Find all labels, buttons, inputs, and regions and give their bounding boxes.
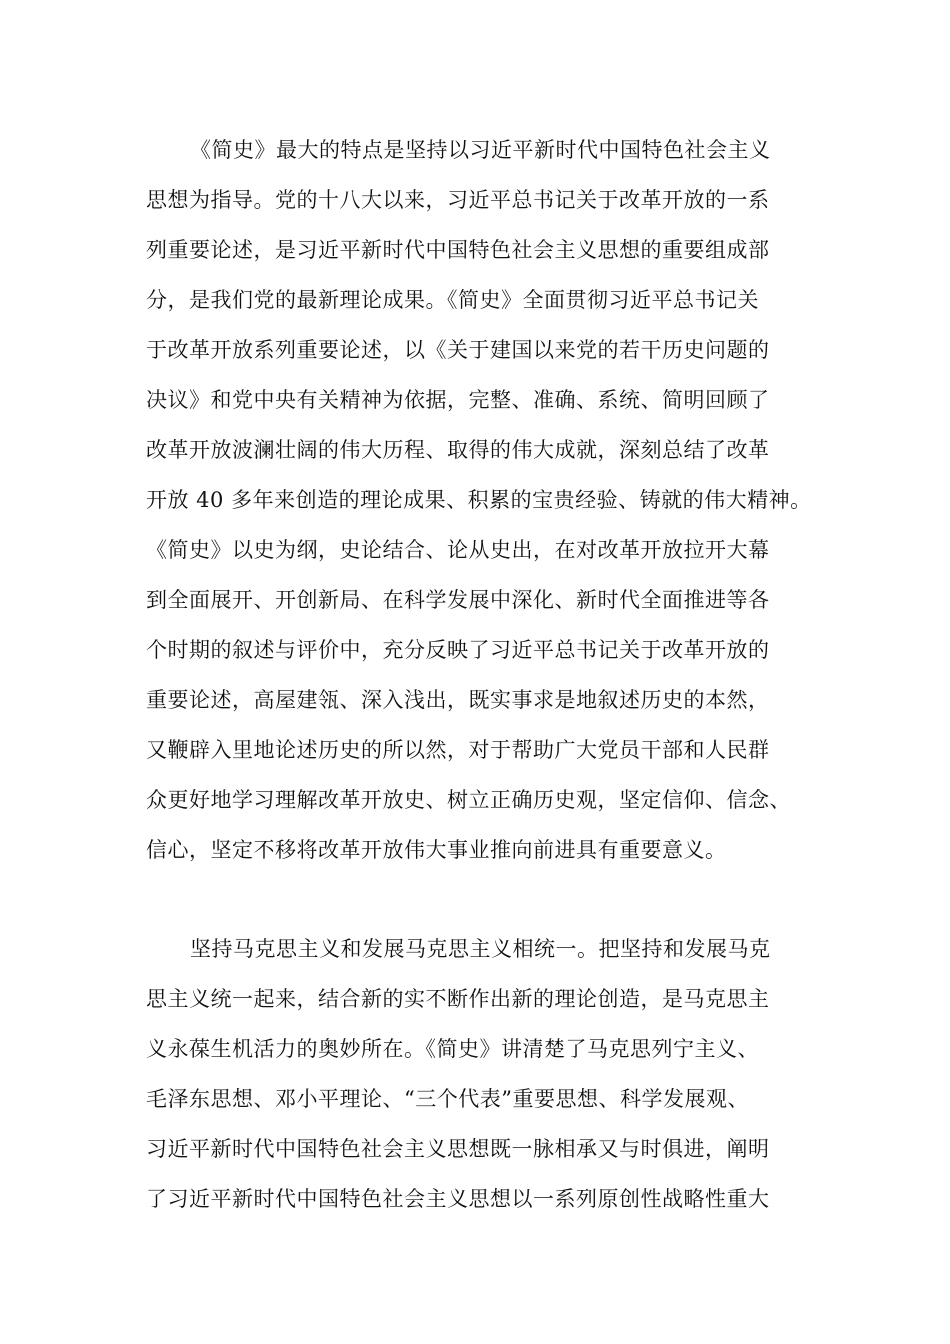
- text-line: 个时期的叙述与评价中，充分反映了习近平总书记关于改革开放的: [146, 638, 770, 662]
- text-line: 《简史》最大的特点是坚持以习近平新时代中国特色社会主义: [190, 138, 771, 162]
- text-line: 改革开放波澜壮阔的伟大历程、取得的伟大成就，深刻总结了改革: [146, 438, 770, 462]
- text-line: 义永葆生机活力的奥妙所在。《简史》讲清楚了马克思列宁主义、: [146, 1037, 759, 1061]
- text-line: 重要论述，高屋建瓴、深入浅出，既实事求是地叙述历史的本然，: [146, 688, 770, 712]
- text-line: 习近平新时代中国特色社会主义思想既一脉相承又与时俱进，阐明: [146, 1137, 770, 1161]
- text-line: 了习近平新时代中国特色社会主义思想以一系列原创性战略性重大: [146, 1187, 770, 1211]
- text-line: 分，是我们党的最新理论成果。《简史》全面贯彻习近平总书记关: [146, 288, 759, 312]
- text-line: 决议》和党中央有关精神为依据，完整、准确、系统、简明回顾了: [146, 388, 770, 412]
- text-line: 《简史》以史为纲，史论结合、论从史出，在对改革开放拉开大幕: [146, 538, 770, 562]
- text-line: 众更好地学习理解改革开放史、树立正确历史观，坚定信仰、信念、: [146, 788, 791, 812]
- text-line: 于改革开放系列重要论述，以《关于建国以来党的若干历史问题的: [146, 338, 770, 362]
- text-line: 思想为指导。党的十八大以来，习近平总书记关于改革开放的一系: [146, 188, 770, 212]
- text-line: 又鞭辟入里地论述历史的所以然，对于帮助广大党员干部和人民群: [146, 738, 770, 762]
- text-line: 坚持马克思主义和发展马克思主义相统一。把坚持和发展马克: [190, 937, 771, 961]
- text-line: 思主义统一起来，结合新的实不断作出新的理论创造，是马克思主: [146, 987, 770, 1011]
- text-line: 列重要论述，是习近平新时代中国特色社会主义思想的重要组成部: [146, 238, 770, 262]
- text-line: 到全面展开、开创新局、在科学发展中深化、新时代全面推进等各: [146, 588, 770, 612]
- text-line: 信心，坚定不移将改革开放伟大事业推向前进具有重要意义。: [146, 838, 727, 862]
- text-line: 开放 40 多年来创造的理论成果、积累的宝贵经验、铸就的伟大精神。: [146, 488, 812, 512]
- text-line: 毛泽东思想、邓小平理论、“三个代表”重要思想、科学发展观、: [146, 1087, 749, 1111]
